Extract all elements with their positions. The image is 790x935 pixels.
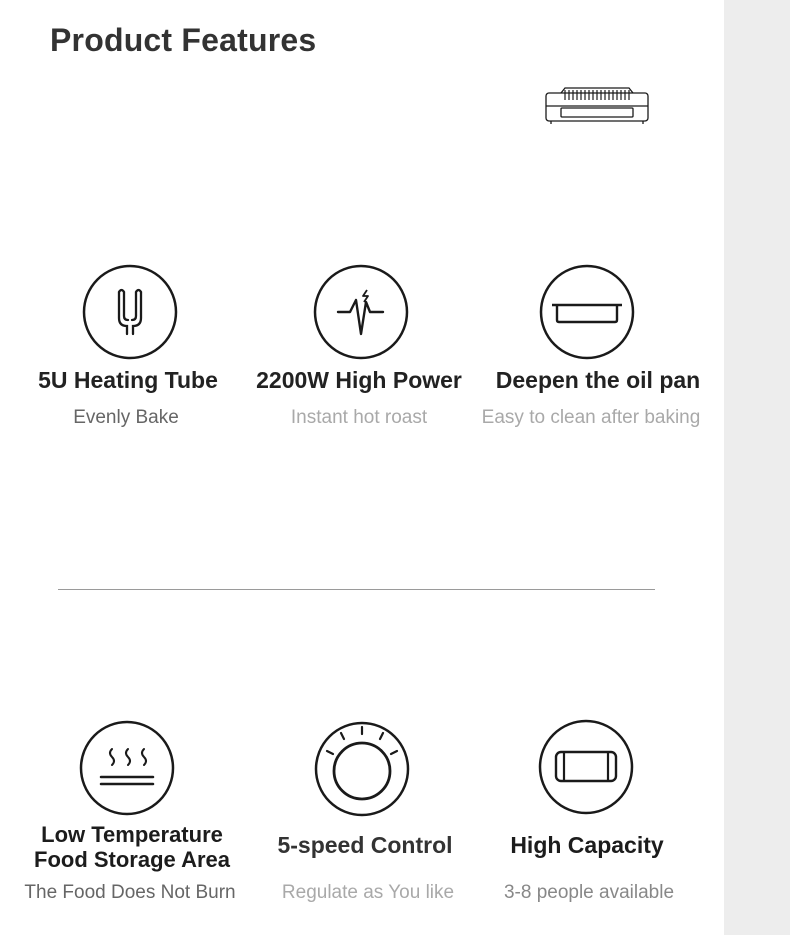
feature-title: Food Storage Area: [34, 847, 230, 872]
speed-dial-icon: [314, 721, 410, 817]
feature-title: 2200W High Power: [256, 367, 462, 393]
feature-subtitle: Regulate as You like: [281, 882, 455, 903]
oil-pan-icon: [539, 264, 635, 360]
feature-subtitle: The Food Does Not Burn: [24, 882, 236, 903]
capacity-tray-icon: [538, 719, 634, 815]
power-bolt-icon: [313, 264, 409, 360]
steam-heat-icon: [79, 720, 175, 816]
feature-title: High Capacity: [510, 832, 664, 858]
feature-title: Low Temperature: [41, 822, 223, 847]
feature-title: Deepen the oil pan: [495, 367, 701, 393]
page-title: Product Features: [50, 22, 317, 58]
feature-subtitle: Instant hot roast: [290, 407, 428, 428]
heating-tube-icon: [82, 264, 178, 360]
feature-title: 5U Heating Tube: [38, 367, 218, 393]
side-panel: [724, 0, 790, 935]
feature-title: 5-speed Control: [277, 832, 453, 858]
feature-subtitle: 3-8 people available: [503, 882, 675, 903]
section-divider: [58, 589, 655, 590]
feature-subtitle: Evenly Bake: [73, 407, 179, 428]
feature-subtitle: Easy to clean after baking: [481, 407, 701, 428]
grill-appliance-icon: [543, 86, 651, 126]
